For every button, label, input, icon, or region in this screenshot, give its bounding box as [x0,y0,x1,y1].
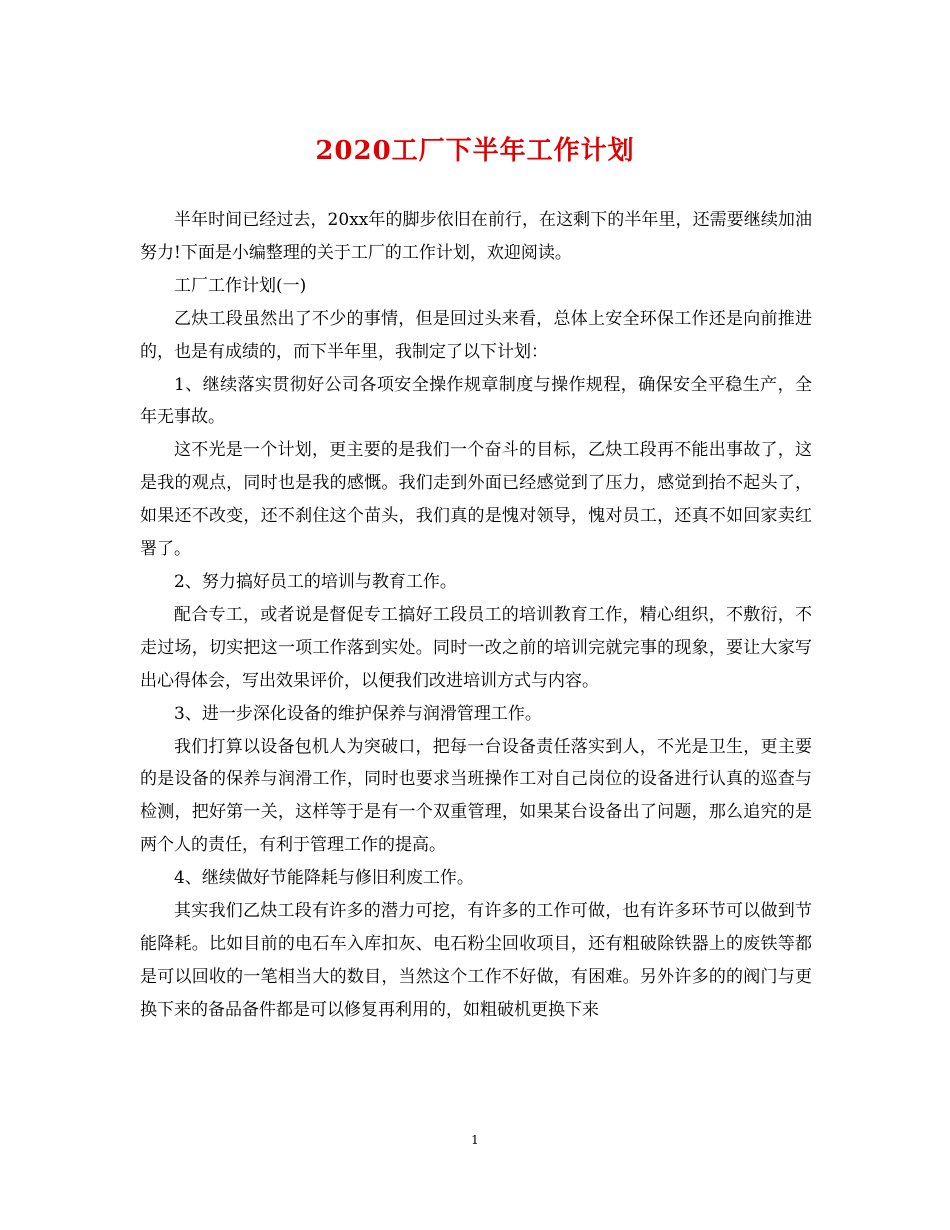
paragraph: 其实我们乙炔工段有许多的潜力可挖，有许多的工作可做，也有许多环节可以做到节能降耗。比如目前的电石车入库扣灰、电石粉尘回收项目，还有粗破除铁器上的废铁等都是可以回收的一笔相当大的数目，当然这个工作不好做，有困难。另外许多的的阀门与更换下来的备品备件都是可以修复再利用的，如粗破机更换下来 [140,901,812,1020]
list-item-heading-4: 4、继续做好节能降耗与修旧利废工作。 [174,868,474,889]
paragraph-intro: 半年时间已经过去，20xx年的脚步依旧在前行，在这剩下的半年里，还需要继续加油努力!下面是小编整理的关于工厂的工作计划，欢迎阅读。 [140,210,812,263]
section-heading-plan-one: 工厂工作计划(一) [174,275,307,296]
page-number: 1 [471,1133,479,1147]
paragraph: 这不光是一个计划，更主要的是我们一个奋斗的目标，乙炔工段再不能出事故了，这是我的观点，同时也是我的感慨。我们走到外面已经感觉到了压力，感觉到抬不起头了，如果还不改变，还不刹住这个苗头，我们真的是愧对领导，愧对员工，还真不如回家卖红署了。 [140,440,812,560]
list-item-heading-1: 1、继续落实贯彻好公司各项安全操作规章制度与操作规程，确保安全平稳生产，全年无事故。 [140,374,812,428]
list-item-heading-3: 3、进一步深化设备的维护保养与润滑管理工作。 [174,703,542,724]
document-body [140,204,812,1027]
list-item-heading-2: 2、努力搞好员工的培训与教育工作。 [174,571,457,592]
paragraph: 乙炔工段虽然出了不少的事情，但是回过头来看，总体上安全环保工作还是向前推进的，也是有成绩的，而下半年里，我制定了以下计划： [140,308,812,362]
document-title: 2020工厂下半年工作计划 [315,136,635,166]
paragraph: 配合专工，或者说是督促专工搞好工段员工的培训教育工作，精心组织，不敷衍，不走过场，切实把这一项工作落到实处。同时一改之前的培训完就完事的现象，要让大家写出心得体会，写出效果评价，以便我们改进培训方式与内容。 [140,604,812,691]
paragraph: 我们打算以设备包机人为突破口，把每一台设备责任落实到人，不光是卫生，更主要的是设备的保养与润滑工作，同时也要求当班操作工对自己岗位的设备进行认真的巡查与检测，把好第一关，这样等于是有一个双重管理，如果某台设备出了问题，那么追究的是两个人的责任，有利于管理工作的提高。 [140,736,812,856]
